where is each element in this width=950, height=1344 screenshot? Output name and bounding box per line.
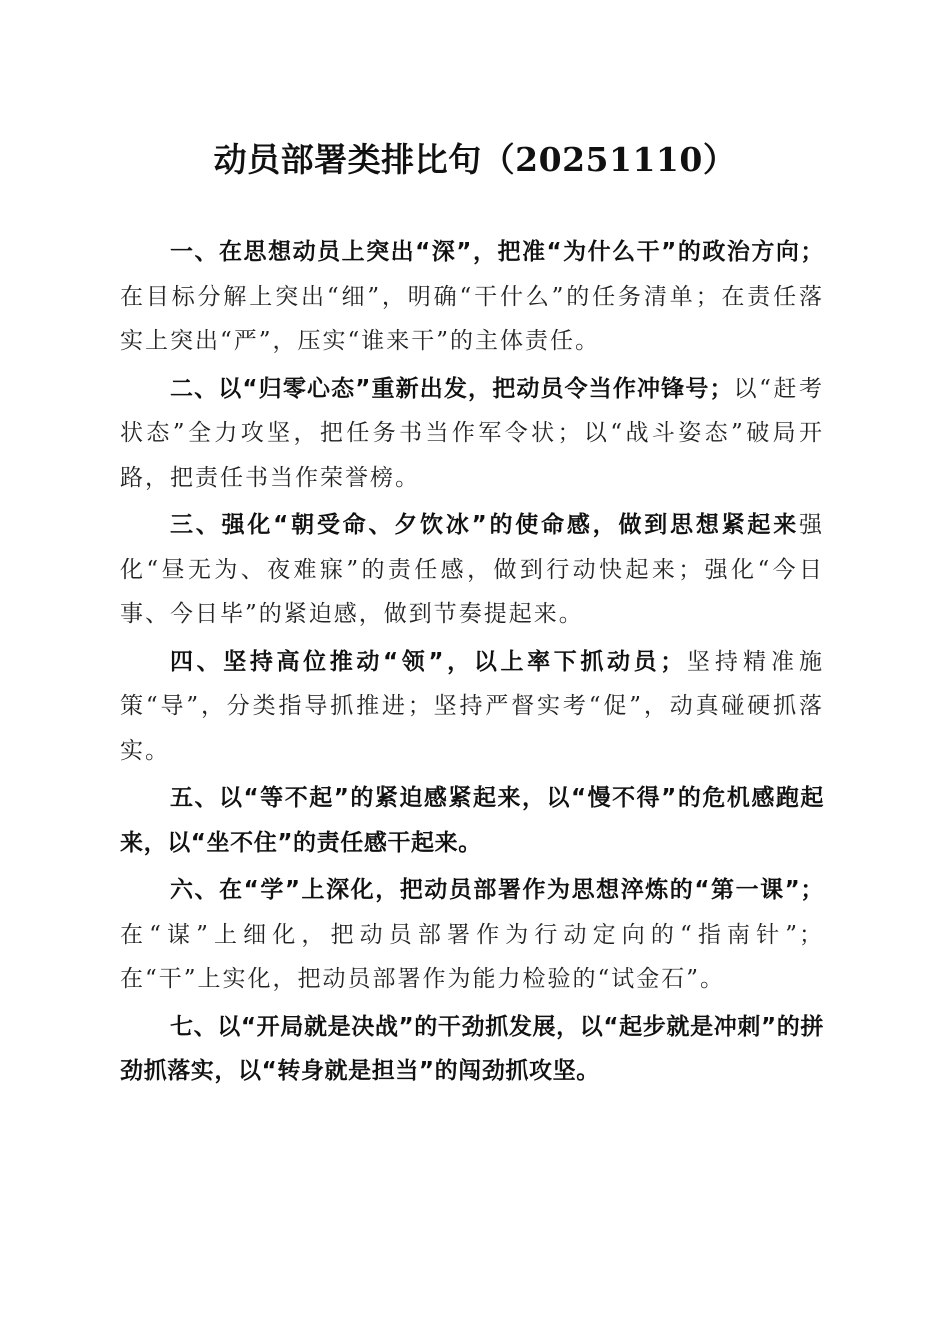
paragraph-7-lead: 七、以“开局就是决战”的干劲抓发展，以“起步就是冲刺”的拼劲抓落实，以“转身就是担当”的闯劲抓攻坚。 (120, 1013, 824, 1084)
paragraph-1 (120, 230, 824, 364)
paragraph-6-lead: 六、在“学”上深化，把动员部署作为思想淬炼的“第一课”； (170, 877, 824, 903)
paragraph-4-rest: 坚持精准施策“导”，分类指导抓推进；坚持严督实考“促”，动真碰硬抓落实。 (120, 648, 825, 764)
paragraph-5 (120, 776, 824, 865)
paragraph-3-lead: 三、强化“朝受命、夕饮冰”的使命感，做到思想紧起来 (170, 512, 799, 538)
paragraph-6-rest: 在“谋”上细化，把动员部署作为行动定向的“指南针”；在“干”上实化，把动员部署作为能力检验的“试金石”。 (120, 921, 824, 992)
paragraph-4-lead: 四、坚持高位推动“领”，以上率下抓动员； (170, 648, 684, 675)
paragraph-7 (120, 1005, 824, 1094)
paragraph-6 (120, 868, 824, 1002)
paragraph-1-rest: 在目标分解上突出“细”，明确“干什么”的任务清单；在责任落实上突出“严”，压实“谁来干”的主体责任。 (120, 283, 824, 354)
paragraph-4 (120, 640, 824, 774)
paragraph-3 (120, 503, 824, 637)
document-body (120, 230, 824, 1097)
paragraph-2-lead: 二、以“归零心态”重新出发，把动员令当作冲锋号； (170, 375, 734, 402)
paragraph-2-rest: 以“赶考状态”全力攻坚，把任务书当作军令状；以“战斗姿态”破局开路，把责任书当作荣誉榜。 (120, 375, 824, 491)
paragraph-1-lead: 一、在思想动员上突出“深”，把准“为什么干”的政治方向； (170, 239, 824, 265)
paragraph-3-rest: 强化“昼无为、夜难寐”的责任感，做到行动快起来；强化“今日事、今日毕”的紧迫感，做到节奏提起来。 (120, 512, 824, 627)
document-title: 动员部署类排比句（20251110） (213, 140, 737, 179)
paragraph-2 (120, 367, 824, 501)
paragraph-5-lead: 五、以“等不起”的紧迫感紧起来，以“慢不得”的危机感跑起来，以“坐不住”的责任感干起来。 (120, 785, 824, 856)
